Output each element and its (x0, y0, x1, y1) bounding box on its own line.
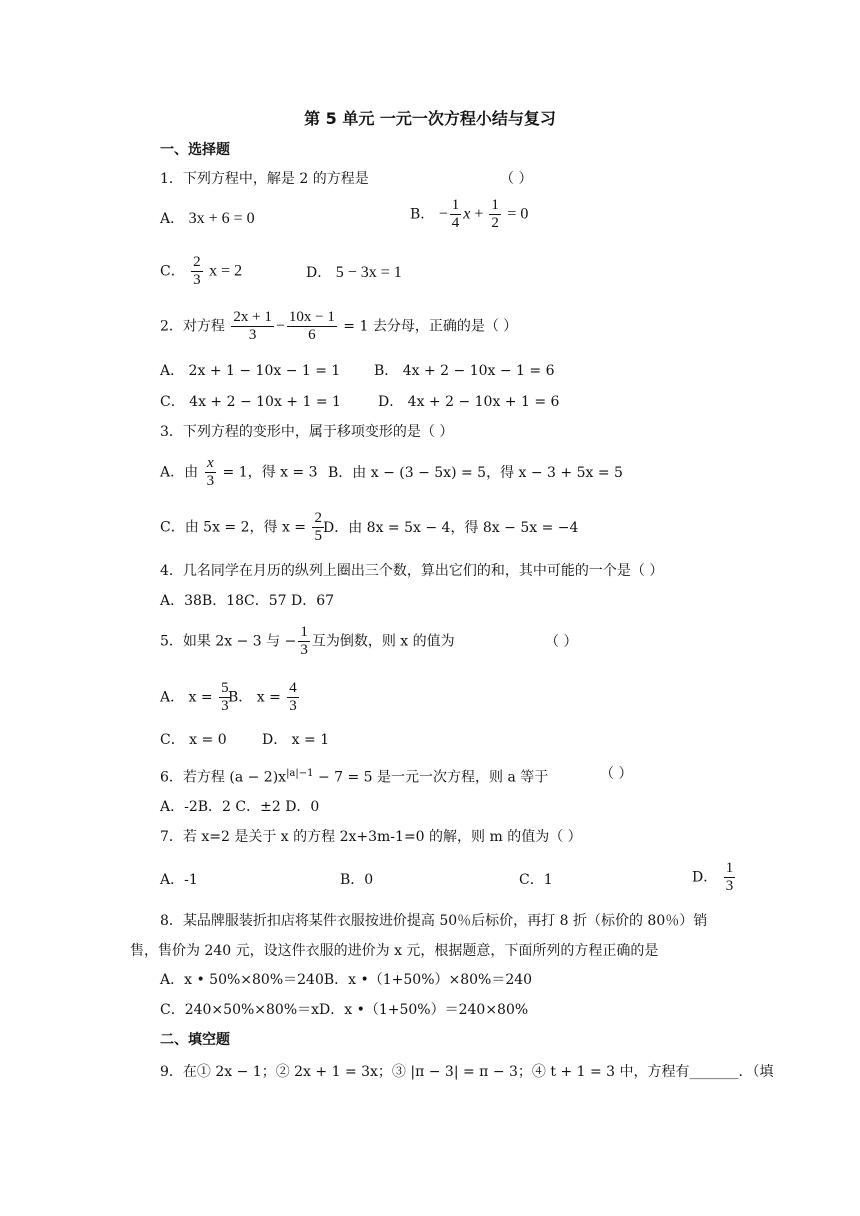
option-math: = 0 (507, 205, 529, 223)
question-text: − 7 = 5 是一元一次方程，则 a 等于 (313, 769, 549, 786)
option-text: = 1，得 x = 3 (222, 464, 318, 481)
q6-options: A．-2B．2 C．±2 D．0 (160, 799, 320, 815)
q5-option-b (228, 680, 301, 715)
q3-option-c (160, 510, 326, 545)
fraction: $\frac{1}{3}$ (725, 860, 734, 894)
q8-options-ab: A．x • 50%×80%＝240B．x •（1+50%）×80%＝240 (160, 972, 533, 988)
option-math: 5 − 3x = 1 (335, 264, 402, 281)
fraction: $\frac{2}{5}$ (314, 510, 322, 544)
q8-options-cd: C．240×50%×80%＝xD．x •（1+50%）＝240×80% (160, 1002, 529, 1018)
fraction: $\frac{5}{3}$ (221, 680, 229, 714)
q7-option-c: C．1 (519, 872, 553, 888)
question-text: 互为倒数，则 x 的值为 (311, 633, 455, 650)
q4-options: A．38B．18C．57 D．67 (160, 593, 335, 609)
question-3: 3．下列方程的变形中，属于移项变形的是（ ） (160, 424, 454, 440)
option-text: C．由 5x = 2，得 x = (160, 519, 307, 536)
q5-option-c: C． x = 0 (160, 732, 227, 748)
q2-option-b: B． 4x + 2 − 10x − 1 = 6 (374, 363, 555, 379)
question-2: 2．对方程 $\frac{2x + 1}{3}$ − $\frac{10x - 1}{6}$ = 1 去分母，正确的是（ ） (160, 309, 518, 343)
q1-option-d (306, 264, 402, 282)
fraction: $\frac{2x + 1}{3}$ (233, 309, 272, 343)
question-text: 1．下列方程中，解是 2 的方程是 (160, 171, 369, 187)
answer-paren: （ ） (500, 171, 533, 187)
question-9: 9．在① 2x − 1；② 2x + 1 = 3x；③ |π − 3| = π − 3；④ t + 1 = 3 中，方程有_______．（填 (160, 1064, 774, 1080)
q2-option-c: C． 4x + 2 − 10x + 1 = 1 (160, 394, 341, 410)
option-label: A．由 (160, 464, 199, 481)
option-label: D． (306, 265, 332, 281)
question-6 (160, 765, 548, 787)
question-text: 6．若方程 (a − 2)x (160, 769, 287, 786)
question-8-line-1: 8．某品牌服装折扣店将某件衣服按进价提高 50％后标价，再打 8 折（标价的 80％）销 (160, 913, 708, 929)
section-heading-choice: 一、选择题 (160, 142, 230, 158)
q5-option-d: D． x = 1 (262, 732, 330, 748)
answer-paren: （ ） (545, 634, 578, 650)
q3-option-d: D．由 8x = 5x − 4，得 8x − 5x = −4 (323, 520, 579, 536)
question-8-line-2: 售，售价为 240 元，设这件衣服的进价为 x 元，根据题意，下面所列的方程正确的是 (130, 943, 659, 959)
option-label: D． (692, 869, 718, 886)
q2-option-d: D． 4x + 2 − 10x + 1 = 6 (378, 394, 560, 410)
fraction: $\frac{10x - 1}{6}$ (288, 309, 335, 343)
q1-option-b: B． − $\frac{1}{4}$ x + $\frac{1}{2}$ = 0 (410, 197, 529, 231)
q7-option-d (692, 860, 737, 895)
question-7: 7．若 x=2 是关于 x 的方程 2x+3m-1=0 的解，则 m 的值为（ ） (160, 829, 582, 845)
option-label: C． (160, 263, 185, 280)
q2-option-a: A． 2x + 1 − 10x − 1 = 1 (160, 363, 341, 379)
question-text: 2．对方程 (160, 318, 225, 335)
answer-paren: （ ） (600, 766, 633, 782)
q3-option-a (160, 455, 318, 490)
q3-option-b: B．由 x − (3 − 5x) = 5，得 x − 3 + 5x = 5 (328, 465, 623, 481)
option-math: x = 2 (209, 262, 243, 280)
q7-option-a: A．-1 (160, 872, 198, 888)
option-text: B． x = (228, 689, 281, 706)
option-label: A． (160, 211, 185, 227)
q1-option-a (160, 210, 255, 228)
option-label: B． (410, 206, 435, 223)
q7-option-b: B．0 (340, 872, 374, 888)
fraction: $\frac{1}{3}$ (300, 624, 308, 658)
fraction: $\frac{1}{4}$ (451, 197, 460, 231)
question-5 (160, 624, 455, 659)
q1-option-c (160, 254, 242, 289)
question-1 (160, 170, 369, 188)
question-text: 5．如果 2x − 3 与 − (160, 633, 297, 650)
option-text: A． x = (160, 689, 213, 706)
fraction: $\frac{x}{3}$ (206, 455, 215, 489)
page-title: 第 5 单元 一元一次方程小结与复习 (304, 109, 556, 128)
fraction: $\frac{2}{3}$ (193, 254, 201, 288)
question-text: = 1 去分母，正确的是（ ） (343, 318, 518, 335)
exponent: |a|−1 (286, 768, 314, 779)
fraction: $\frac{1}{2}$ (491, 197, 499, 231)
option-math: 3x + 6 = 0 (188, 210, 255, 227)
section-heading-fill: 二、填空题 (160, 1032, 230, 1048)
q5-option-a (160, 680, 233, 715)
fraction: $\frac{4}{3}$ (289, 680, 297, 714)
question-4: 4．几名同学在月历的纵列上圈出三个数，算出它们的和，其中可能的一个是（ ） (160, 563, 664, 579)
